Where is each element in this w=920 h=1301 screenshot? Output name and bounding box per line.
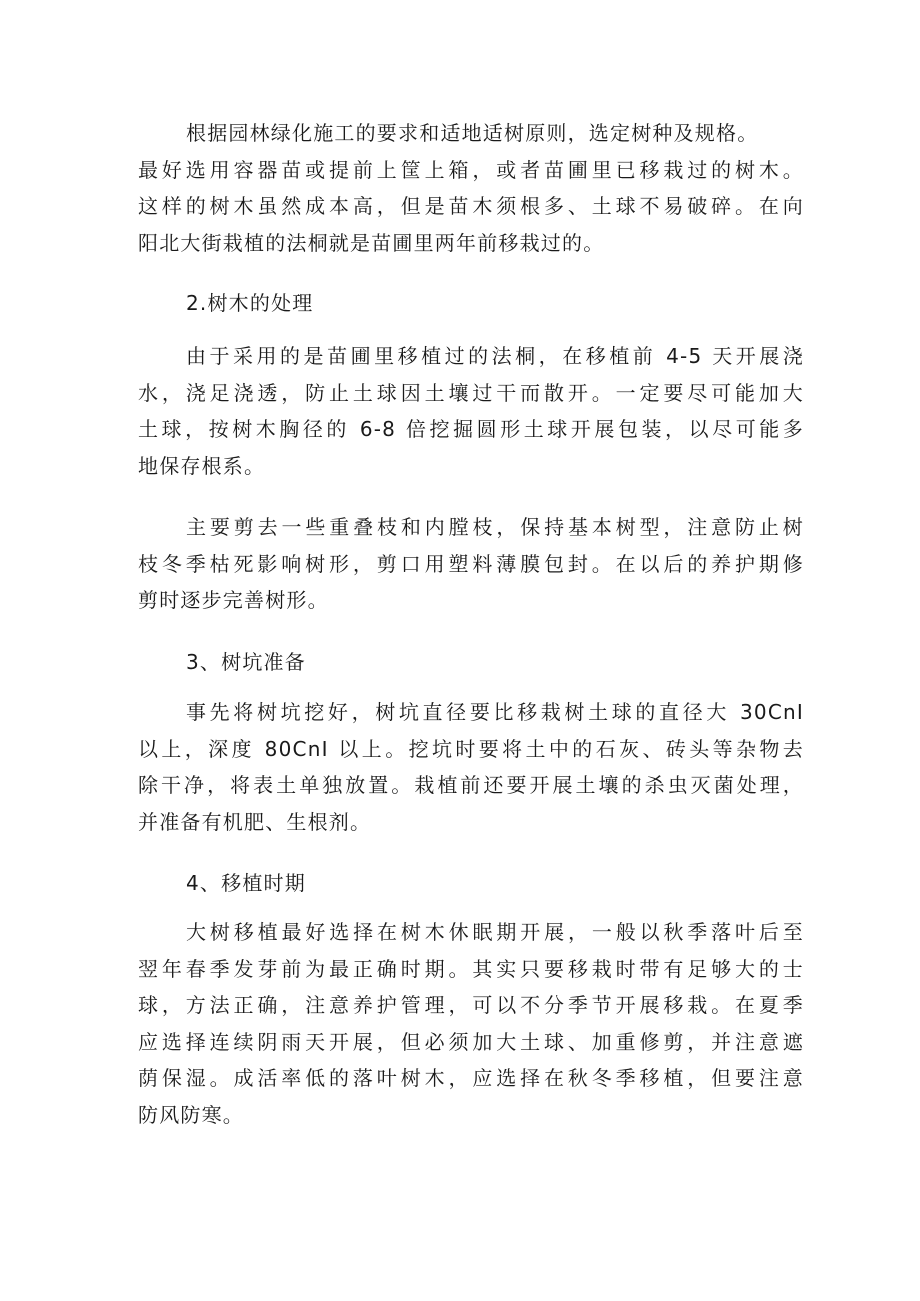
paragraph-pit-preparation	[138, 694, 804, 840]
paragraph-line: 剪时逐步完善树形。	[138, 588, 329, 612]
paragraph-line: 大树移植最好选择在树木休眠期开展，一般以秋季落叶后至	[186, 920, 804, 944]
section-heading-pit-preparation: 3、树坑准备	[186, 650, 306, 674]
paragraph-tree-treatment	[138, 338, 804, 484]
paragraph-transplant-period	[138, 914, 804, 1133]
section-heading-transplant-period: 4、移植时期	[186, 871, 306, 895]
paragraph-line: 荫保湿。成活率低的落叶树木，应选择在秋冬季移植，但要注意	[138, 1066, 804, 1090]
paragraph-line: 球，方法正确，注意养护管理，可以不分季节开展移栽。在夏季	[138, 993, 804, 1017]
paragraph-line: 并准备有机肥、生根剂。	[138, 809, 372, 834]
paragraph-line: 除干净，将表土单独放置。栽植前还要开展土壤的杀虫灭菌处理，	[138, 773, 804, 797]
paragraph-line: 阳北大街栽植的法桐就是苗圃里两年前移栽过的。	[138, 230, 605, 255]
paragraph-line: 这样的树木虽然成本高，但是苗木须根多、土球不易破碎。在向	[138, 194, 804, 218]
paragraph-line: 事先将树坑挖好，树坑直径要比移栽树土球的直径大 30CnI	[186, 700, 804, 724]
paragraph-line: 由于采用的是苗圃里移植过的法桐，在移植前 4-5 天开展浇	[186, 344, 804, 368]
paragraph-line: 以上，深度 80CnI 以上。挖坑时要将土中的石灰、砖头等杂物去	[138, 736, 804, 761]
paragraph-line: 翌年春季发芽前为最正确时期。其实只要移栽时带有足够大的士	[138, 956, 804, 981]
paragraph-line: 应选择连续阴雨天开展，但必须加大土球、加重修剪，并注意遮	[138, 1029, 804, 1054]
paragraph-line: 根据园林绿化施工的要求和适地适树原则，选定树种及规格。	[186, 121, 759, 145]
paragraph-line: 地保存根系。	[138, 453, 266, 478]
paragraph-line: 最好选用容器苗或提前上筐上箱，或者苗圃里已移栽过的树木。	[138, 157, 804, 182]
paragraph-line: 土球，按树木胸径的 6-8 倍挖掘圆形土球开展包装，以尽可能多	[138, 417, 804, 441]
paragraph-line: 主要剪去一些重叠枝和内膛枝，保持基本树型，注意防止树	[186, 515, 804, 539]
paragraph-site-selection	[138, 115, 804, 261]
paragraph-line: 水，浇足浇透，防止土球因土壤过干而散开。一定要尽可能加大	[138, 380, 804, 405]
paragraph-pruning	[138, 509, 804, 619]
section-heading-tree-treatment: 2.树木的处理	[186, 291, 314, 315]
paragraph-line: 枝冬季枯死影响树形，剪口用塑料薄膜包封。在以后的养护期修	[138, 551, 804, 576]
paragraph-line: 防风防寒。	[138, 1102, 244, 1127]
